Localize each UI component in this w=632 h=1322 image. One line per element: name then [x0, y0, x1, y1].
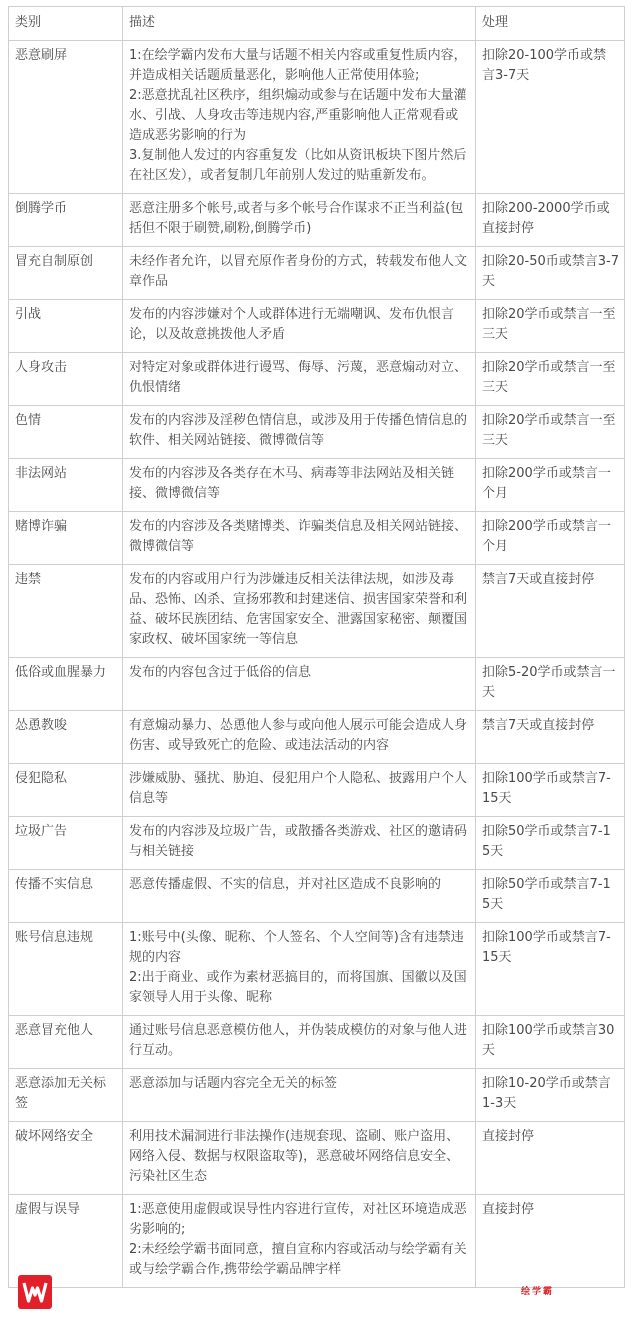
- row-description: [123, 658, 476, 711]
- row-handling: 扣除10-20学币或禁言1-3天: [476, 1069, 625, 1122]
- row-handling: 扣除100学币或禁言7-15天: [476, 764, 625, 817]
- table-row: [9, 1122, 625, 1195]
- row-description: [123, 565, 476, 658]
- table-row: [9, 817, 625, 870]
- row-description: [123, 41, 476, 194]
- row-category: 传播不实信息: [9, 870, 123, 923]
- row-handling: 禁言7天或直接封停: [476, 711, 625, 764]
- table-row: [9, 764, 625, 817]
- description-line: 对特定对象或群体进行谩骂、侮辱、污蔑，恶意煽动对立、仇恨情绪: [129, 360, 468, 395]
- row-category: 账号信息违规: [9, 923, 123, 1016]
- description-line: 1:恶意使用虚假或误导性内容进行宣传，对社区环境造成恶劣影响的;: [129, 1202, 467, 1237]
- description-line: 恶意注册多个帐号,或者与多个帐号合作谋求不正当利益(包括但不限于刷赞,刷粉,倒腾学币): [129, 201, 464, 236]
- description-line: 3.复制他人发过的内容重复发（比如从资讯板块下图片然后在社区发），或者复制几年前别人发过的贴重新发布。: [129, 148, 467, 183]
- row-handling: 扣除20-50币或禁言3-7天: [476, 247, 625, 300]
- table-row: [9, 565, 625, 658]
- table-row: [9, 1069, 625, 1122]
- row-category: 垃圾广告: [9, 817, 123, 870]
- row-handling: 扣除5-20学币或禁言一天: [476, 658, 625, 711]
- row-description: [123, 406, 476, 459]
- row-category: 虚假与误导: [9, 1195, 123, 1288]
- table-row: [9, 923, 625, 1016]
- row-description: [123, 711, 476, 764]
- row-description: [123, 870, 476, 923]
- row-description: [123, 459, 476, 512]
- description-line: 2:出于商业、或作为素材恶搞目的，而将国旗、国徽以及国家领导人用于头像、昵称: [129, 970, 467, 1005]
- table-row: [9, 870, 625, 923]
- row-description: [123, 1016, 476, 1069]
- description-line: 涉嫌威胁、骚扰、胁迫、侵犯用户个人隐私、披露用户个人信息等: [129, 771, 468, 806]
- row-handling: 扣除20学币或禁言一至三天: [476, 406, 625, 459]
- description-line: 恶意添加与话题内容完全无关的标签: [129, 1076, 338, 1091]
- description-line: 发布的内容包含过于低俗的信息: [129, 665, 312, 680]
- table-header-row: [9, 7, 625, 41]
- description-line: 发布的内容或用户行为涉嫌违反相关法律法规，如涉及毒品、恐怖、凶杀、宣扬邪教和封建迷信、损害国家荣誉和利益、破坏民族团结、危害国家安全、泄露国家秘密、颠覆国家政权、破坏国家统一等信息: [129, 572, 468, 647]
- table-row: [9, 658, 625, 711]
- description-line: 发布的内容涉及各类存在木马、病毒等非法网站及相关链接、微博微信等: [129, 466, 455, 501]
- description-line: 发布的内容涉及垃圾广告，或散播各类游戏、社区的邀请码与相关链接: [129, 824, 468, 859]
- table-body: [9, 41, 625, 1288]
- row-handling: 扣除200学币或禁言一个月: [476, 512, 625, 565]
- description-line: 发布的内容涉及淫秽色情信息，或涉及用于传播色情信息的软件、相关网站链接、微博微信等: [129, 413, 468, 448]
- description-line: 利用技术漏洞进行非法操作(违规套现、盗刷、账户盗用、网络入侵、数据与权限盗取等)，恶意破坏网络信息安全、污染社区生态: [129, 1129, 460, 1184]
- row-category: 怂恿教唆: [9, 711, 123, 764]
- row-handling: 扣除50学币或禁言7-15天: [476, 817, 625, 870]
- row-description: [123, 300, 476, 353]
- row-category: 恶意添加无关标签: [9, 1069, 123, 1122]
- description-line: 通过账号信息恶意模仿他人，并伪装成模仿的对象与他人进行互动。: [129, 1023, 468, 1058]
- description-line: 未经作者允许，以冒充原作者身份的方式，转载发布他人文章作品: [129, 254, 468, 289]
- table-row: [9, 459, 625, 512]
- row-description: [123, 353, 476, 406]
- row-description: [123, 512, 476, 565]
- description-line: 2:恶意扰乱社区秩序，组织煽动或参与在话题中发布大量灌水、引战、人身攻击等违规内容,严重影响他人正常观看或造成恶劣影响的行为: [129, 88, 467, 143]
- w-logo-icon: [18, 1275, 52, 1309]
- row-category: 倒腾学币: [9, 194, 123, 247]
- table-row: [9, 41, 625, 194]
- row-handling: 扣除50学币或禁言7-15天: [476, 870, 625, 923]
- description-line: 有意煽动暴力、怂恿他人参与或向他人展示可能会造成人身伤害、或导致死亡的危险、或违法活动的内容: [129, 718, 468, 753]
- row-description: [123, 1122, 476, 1195]
- table-row: [9, 194, 625, 247]
- rules-table-container: [8, 6, 624, 1288]
- row-description: [123, 1069, 476, 1122]
- rules-table: [8, 6, 625, 1288]
- row-category: 破坏网络安全: [9, 1122, 123, 1195]
- row-category: 引战: [9, 300, 123, 353]
- brand-watermark: 绘学霸: [521, 1287, 555, 1297]
- description-line: 发布的内容涉嫌对个人或群体进行无端嘲讽、发布仇恨言论，以及故意挑拨他人矛盾: [129, 307, 455, 342]
- table-row: [9, 406, 625, 459]
- row-category: 恶意刷屏: [9, 41, 123, 194]
- row-handling: 扣除20学币或禁言一至三天: [476, 300, 625, 353]
- row-handling: 直接封停: [476, 1122, 625, 1195]
- row-handling: 扣除20-100学币或禁言3-7天: [476, 41, 625, 194]
- row-category: 赌博诈骗: [9, 512, 123, 565]
- header-category: 类别: [9, 7, 123, 41]
- header-handling: 处理: [476, 7, 625, 41]
- row-category: 色情: [9, 406, 123, 459]
- row-description: [123, 923, 476, 1016]
- row-handling: 直接封停: [476, 1195, 625, 1288]
- row-handling: 扣除200学币或禁言一个月: [476, 459, 625, 512]
- row-category: 冒充自制原创: [9, 247, 123, 300]
- row-handling: 扣除100学币或禁言7-15天: [476, 923, 625, 1016]
- table-row: [9, 353, 625, 406]
- description-line: 发布的内容涉及各类赌博类、诈骗类信息及相关网站链接、微博微信等: [129, 519, 468, 554]
- description-line: 1:在绘学霸内发布大量与话题不相关内容或重复性质内容，并造成相关话题质量恶化，影响他人正常使用体验;: [129, 48, 467, 83]
- description-line: 2:未经绘学霸书面同意，擅自宣称内容或活动与绘学霸有关或与绘学霸合作,携带绘学霸品牌字样: [129, 1242, 467, 1277]
- table-row: [9, 512, 625, 565]
- row-description: [123, 1195, 476, 1288]
- table-row: [9, 1195, 625, 1288]
- table-row: [9, 300, 625, 353]
- table-row: [9, 1016, 625, 1069]
- row-category: 人身攻击: [9, 353, 123, 406]
- row-description: [123, 817, 476, 870]
- row-category: 侵犯隐私: [9, 764, 123, 817]
- description-line: 恶意传播虚假、不实的信息，并对社区造成不良影响的: [129, 877, 442, 892]
- row-description: [123, 764, 476, 817]
- row-description: [123, 194, 476, 247]
- row-category: 非法网站: [9, 459, 123, 512]
- row-category: 恶意冒充他人: [9, 1016, 123, 1069]
- table-row: [9, 711, 625, 764]
- row-handling: 禁言7天或直接封停: [476, 565, 625, 658]
- row-handling: 扣除100学币或禁言30天: [476, 1016, 625, 1069]
- row-description: [123, 247, 476, 300]
- row-handling: 扣除20学币或禁言一至三天: [476, 353, 625, 406]
- header-description: 描述: [123, 7, 476, 41]
- row-category: 违禁: [9, 565, 123, 658]
- row-category: 低俗或血腥暴力: [9, 658, 123, 711]
- description-line: 1:账号中(头像、昵称、个人签名、个人空间等)含有违禁违规的内容: [129, 930, 464, 965]
- row-handling: 扣除200-2000学币或直接封停: [476, 194, 625, 247]
- table-row: [9, 247, 625, 300]
